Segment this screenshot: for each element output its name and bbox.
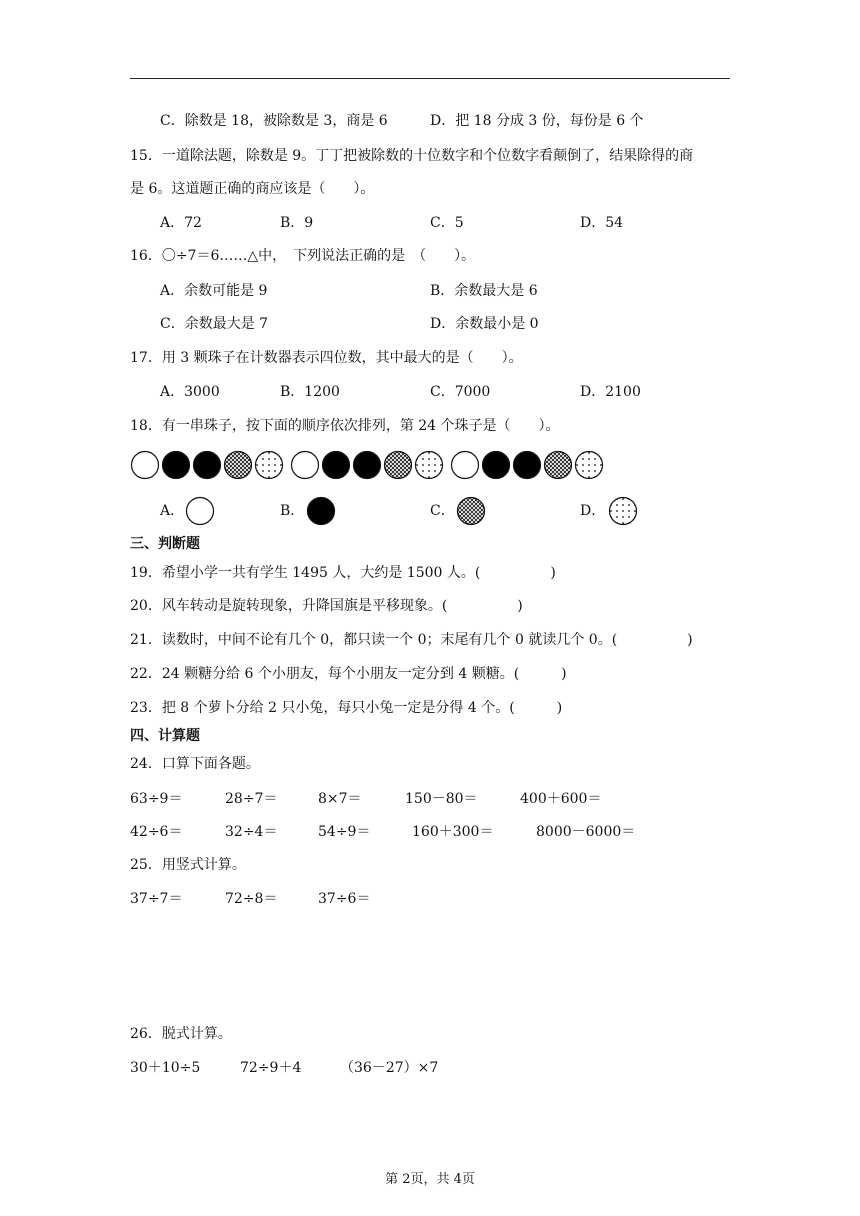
bead-black (321, 450, 349, 478)
q26-item-3: （36－27）×7 (340, 1060, 439, 1076)
bead-crosshatch (383, 450, 411, 478)
q18-option-bead-black (306, 496, 336, 530)
black-bead-icon (481, 450, 511, 480)
dotted-bead-icon (608, 496, 638, 526)
dotted-bead-icon (414, 450, 444, 480)
q24-r2-5: 8000－6000＝ (536, 824, 636, 840)
q26-item-1: 30＋10÷5 (130, 1060, 201, 1076)
white-bead-icon (450, 450, 480, 480)
bead-white (130, 450, 158, 478)
q15-option-a: A．72 (160, 215, 202, 231)
q16-stem: 16．〇÷7＝6……△中， 下列说法正确的是 （ ）。 (130, 248, 476, 264)
q15-stem-line1: 15．一道除法题，除数是 9。丁丁把被除数的十位数字和个位数字看颠倒了，结果除得的商 (130, 148, 694, 164)
page-footer: 第 2页，共 4页 (385, 1172, 475, 1187)
q15-stem-line2: 是 6。这道题正确的商应该是（ ）。 (130, 181, 375, 197)
q25-item-3: 37÷6＝ (318, 891, 371, 907)
q24-r1-2: 28÷7＝ (225, 791, 278, 807)
q24-r1-3: 8×7＝ (318, 791, 362, 807)
q18-option-bead-dotted (608, 496, 638, 530)
q25-stem: 25．用竖式计算。 (130, 857, 246, 873)
q20: 20．风车转动是旋转现象，升降国旗是平移现象。( ) (130, 598, 523, 614)
q15-option-c: C．5 (430, 215, 464, 231)
q18-option-bead-white (185, 496, 215, 530)
q18-option-d-label: D． (580, 503, 606, 519)
q18-option-bead-crosshatch (456, 496, 486, 530)
q25-item-1: 37÷7＝ (130, 891, 183, 907)
q16-option-b: B．余数最大是 6 (430, 283, 538, 299)
bead-black (481, 450, 509, 478)
q16-option-d: D．余数最小是 0 (430, 316, 539, 332)
white-bead-icon (185, 496, 215, 526)
q24-r2-2: 32÷4＝ (225, 824, 278, 840)
bead-black (512, 450, 540, 478)
header-rule (130, 78, 730, 79)
bead-dotted (254, 450, 282, 478)
q15-option-d: D．54 (580, 215, 624, 231)
q15-option-b: B．9 (280, 215, 314, 231)
black-bead-icon (352, 450, 382, 480)
q16-option-a: A．余数可能是 9 (160, 283, 268, 299)
q17-stem: 17．用 3 颗珠子在计数器表示四位数，其中最大的是（ ）。 (130, 350, 523, 366)
black-bead-icon (161, 450, 191, 480)
dotted-bead-icon (574, 450, 604, 480)
section-3-title: 三、判断题 (130, 536, 200, 552)
q24-r1-5: 400＋600＝ (520, 791, 602, 807)
bead-dotted (574, 450, 602, 478)
q18-option-b-label: B． (280, 503, 305, 519)
crosshatch-bead-icon (543, 450, 573, 480)
black-bead-icon (192, 450, 222, 480)
dotted-bead-icon (254, 450, 284, 480)
bead-crosshatch (223, 450, 251, 478)
bead-dotted (414, 450, 442, 478)
q21: 21．读数时，中间不论有几个 0，都只读一个 0；末尾有几个 0 就读几个 0。( ) (130, 632, 693, 648)
crosshatch-bead-icon (383, 450, 413, 480)
section-4-title: 四、计算题 (130, 728, 200, 744)
q24-r1-1: 63÷9＝ (130, 791, 183, 807)
q26-item-2: 72÷9＋4 (240, 1060, 302, 1076)
bead-white (290, 450, 318, 478)
crosshatch-bead-icon (456, 496, 486, 526)
q22: 22．24 颗糖分给 6 个小朋友，每个小朋友一定分到 4 颗糖。( ) (130, 666, 567, 682)
q17-option-a: A．3000 (160, 384, 220, 400)
q25-item-2: 72÷8＝ (225, 891, 278, 907)
q17-option-b: B．1200 (280, 384, 340, 400)
q16-option-c: C．余数最大是 7 (160, 316, 269, 332)
black-bead-icon (512, 450, 542, 480)
q24-stem: 24．口算下面各题。 (130, 756, 260, 772)
white-bead-icon (130, 450, 160, 480)
q26-stem: 26．脱式计算。 (130, 1026, 232, 1042)
q24-r2-3: 54÷9＝ (318, 824, 371, 840)
q18-option-c-label: C． (430, 503, 455, 519)
q24-r2-1: 42÷6＝ (130, 824, 183, 840)
q23: 23．把 8 个萝卜分给 2 只小兔，每只小兔一定是分得 4 个。( ) (130, 700, 563, 716)
q14-option-c: C．除数是 18，被除数是 3，商是 6 (160, 113, 388, 129)
q18-stem: 18．有一串珠子，按下面的顺序依次排列，第 24 个珠子是（ ）。 (130, 418, 560, 434)
black-bead-icon (306, 496, 336, 526)
q19: 19．希望小学一共有学生 1495 人，大约是 1500 人。( ) (130, 565, 556, 581)
bead-crosshatch (543, 450, 571, 478)
q18-option-a-label: A． (160, 503, 185, 519)
bead-black (161, 450, 189, 478)
white-bead-icon (290, 450, 320, 480)
bead-white (450, 450, 478, 478)
bead-black (192, 450, 220, 478)
black-bead-icon (321, 450, 351, 480)
q17-option-d: D．2100 (580, 384, 641, 400)
crosshatch-bead-icon (223, 450, 253, 480)
bead-black (352, 450, 380, 478)
q14-option-d: D．把 18 分成 3 份，每份是 6 个 (430, 113, 644, 129)
q24-r1-4: 150－80＝ (405, 791, 478, 807)
q24-r2-4: 160＋300＝ (412, 824, 494, 840)
q17-option-c: C．7000 (430, 384, 491, 400)
